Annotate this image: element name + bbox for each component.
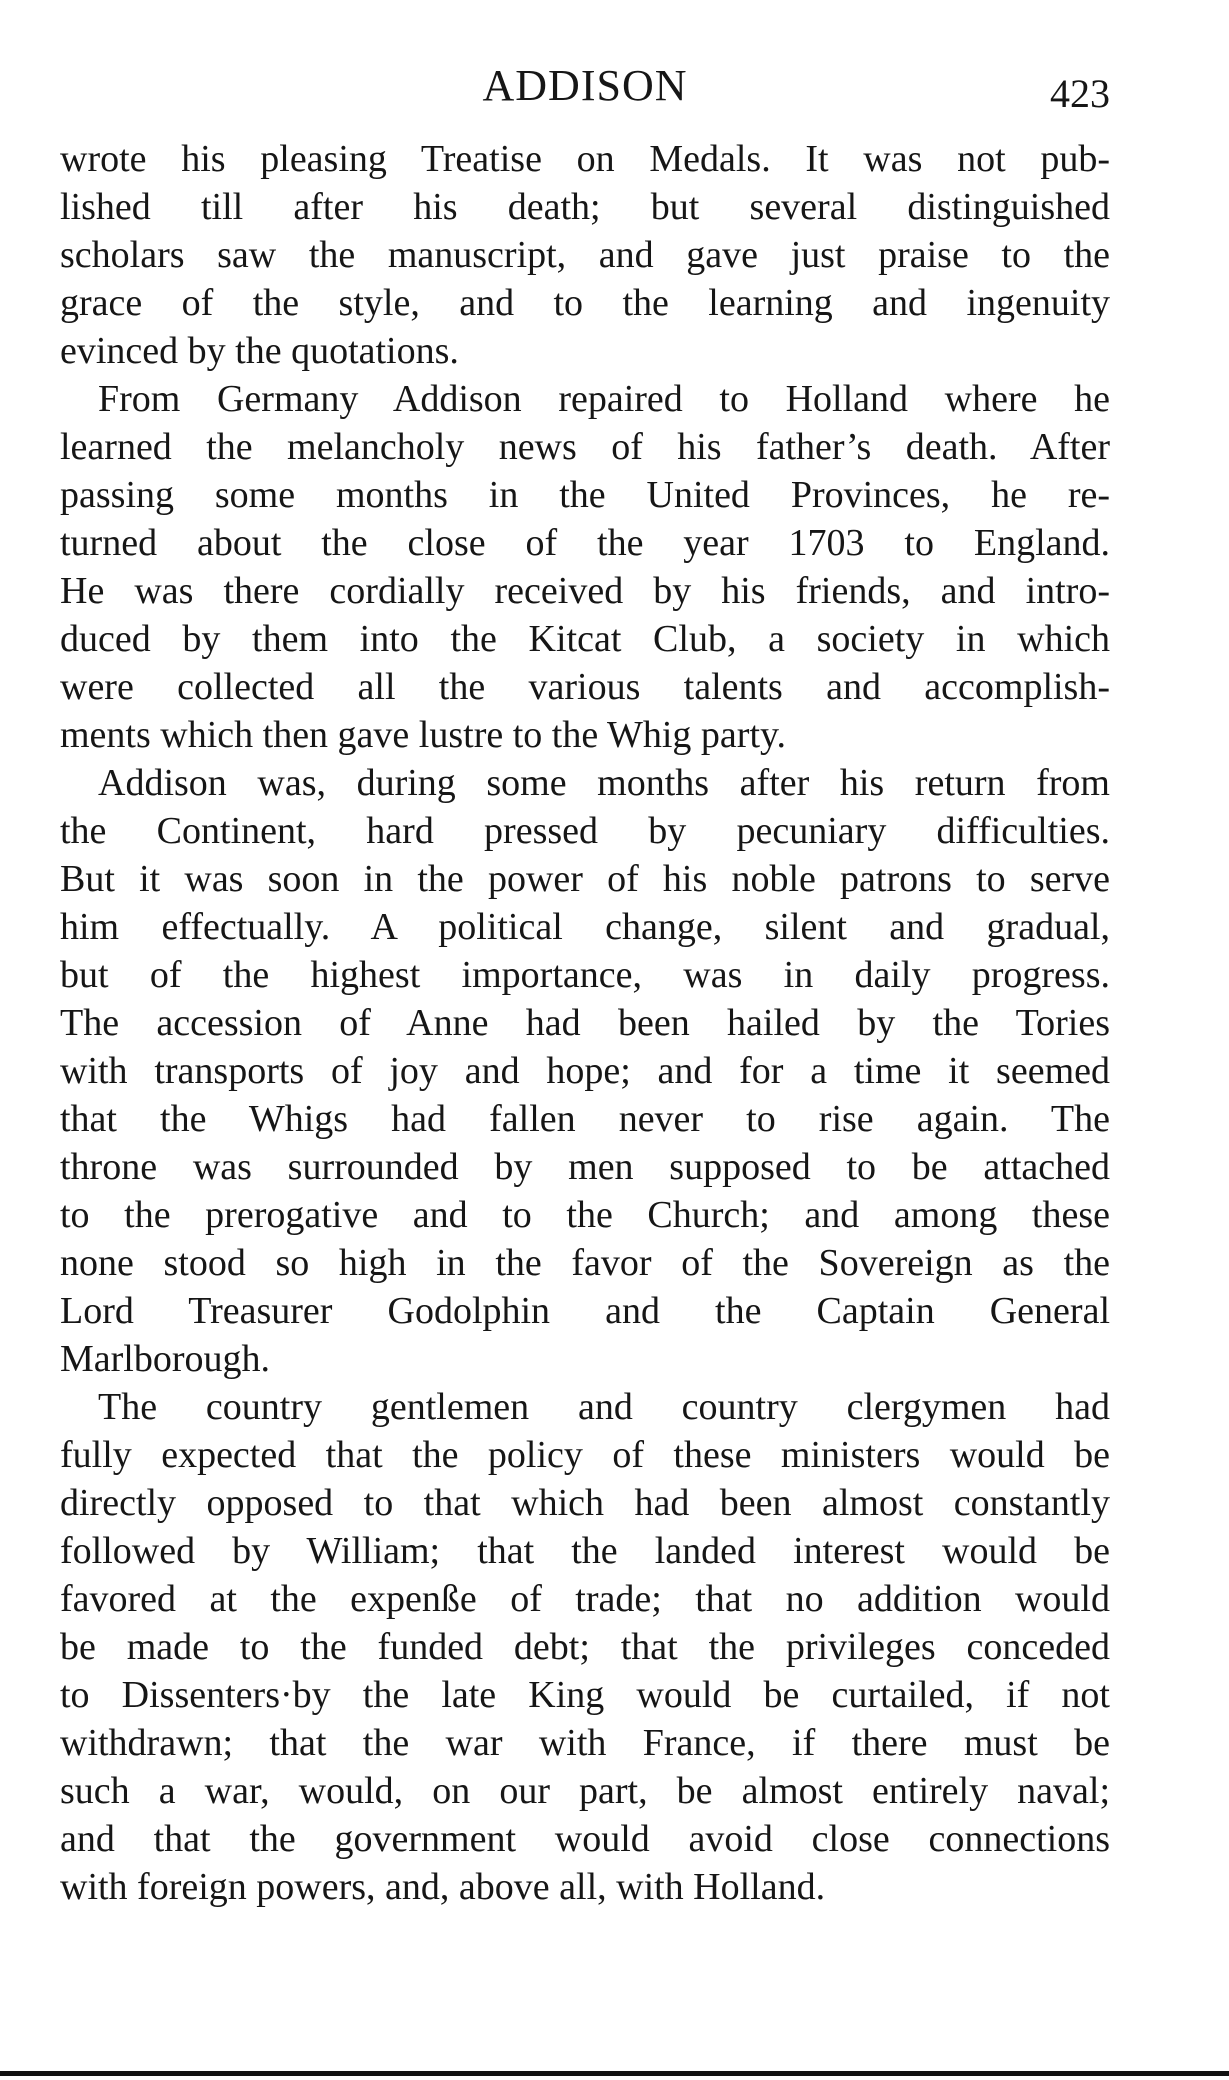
text-line: be made to the funded debt; that the privileges conceded bbox=[60, 1626, 1110, 1668]
paragraph bbox=[60, 135, 1110, 375]
text-line: withdrawn; that the war with France, if there must be bbox=[60, 1722, 1110, 1764]
text-line: but of the highest importance, was in daily progress. bbox=[60, 954, 1110, 996]
paragraph bbox=[60, 1383, 1110, 1911]
page-number: 423 bbox=[1050, 71, 1110, 116]
text-line: From Germany Addison repaired to Holland where he bbox=[98, 378, 1110, 420]
text-line: He was there cordially received by his friends, and intro- bbox=[60, 570, 1110, 612]
text-line: ments which then gave lustre to the Whig party. bbox=[60, 714, 787, 756]
bottom-rule bbox=[0, 2071, 1229, 2076]
text-line: The accession of Anne had been hailed by the Tories bbox=[60, 1002, 1110, 1044]
paragraph bbox=[60, 759, 1110, 1383]
text-line: Addison was, during some months after his return from bbox=[98, 762, 1110, 804]
text-line: lished till after his death; but several distinguished bbox=[60, 186, 1110, 228]
text-line: were collected all the various talents and accomplish- bbox=[60, 666, 1110, 708]
running-title: ADDISON bbox=[482, 61, 688, 110]
text-line: none stood so high in the favor of the Sovereign as the bbox=[60, 1242, 1110, 1284]
text-line: such a war, would, on our part, be almost entirely naval; bbox=[60, 1770, 1110, 1812]
text-line: evinced by the quotations. bbox=[60, 330, 459, 372]
text-line: followed by William; that the landed interest would be bbox=[60, 1530, 1110, 1572]
text-line: turned about the close of the year 1703 to England. bbox=[60, 522, 1110, 564]
text-line: grace of the style, and to the learning and ingenuity bbox=[60, 282, 1110, 324]
paragraph bbox=[60, 375, 1110, 759]
text-line: the Continent, hard pressed by pecuniary difficulties. bbox=[60, 810, 1110, 852]
text-line: with foreign powers, and, above all, with Holland. bbox=[60, 1866, 826, 1908]
text-line: him effectually. A political change, silent and gradual, bbox=[60, 906, 1110, 948]
text-line: wrote his pleasing Treatise on Medals. It was not pub- bbox=[60, 138, 1110, 180]
text-line: scholars saw the manuscript, and gave just praise to the bbox=[60, 234, 1110, 276]
text-line: passing some months in the United Provinces, he re- bbox=[60, 474, 1110, 516]
text-line: and that the government would avoid close connections bbox=[60, 1818, 1110, 1860]
body-text bbox=[60, 135, 1110, 1911]
text-line: learned the melancholy news of his father’s death. After bbox=[60, 426, 1110, 468]
text-line: favored at the expenße of trade; that no addition would bbox=[60, 1578, 1110, 1620]
text-line: But it was soon in the power of his noble patrons to serve bbox=[60, 858, 1110, 900]
running-head bbox=[60, 56, 1110, 116]
text-line: fully expected that the policy of these ministers would be bbox=[60, 1434, 1110, 1476]
text-line: throne was surrounded by men supposed to be attached bbox=[60, 1146, 1110, 1188]
text-line: that the Whigs had fallen never to rise again. The bbox=[60, 1098, 1110, 1140]
text-line: Lord Treasurer Godolphin and the Captain General bbox=[60, 1290, 1110, 1332]
text-line: Marlborough. bbox=[60, 1338, 271, 1380]
text-line: to Dissenters·by the late King would be curtailed, if not bbox=[60, 1674, 1110, 1716]
text-line: to the prerogative and to the Church; and among these bbox=[60, 1194, 1110, 1236]
text-line: with transports of joy and hope; and for a time it seemed bbox=[60, 1050, 1110, 1092]
text-line: directly opposed to that which had been almost constantly bbox=[60, 1482, 1110, 1524]
text-line: duced by them into the Kitcat Club, a society in which bbox=[60, 618, 1110, 660]
text-line: The country gentlemen and country clergymen had bbox=[98, 1386, 1110, 1428]
